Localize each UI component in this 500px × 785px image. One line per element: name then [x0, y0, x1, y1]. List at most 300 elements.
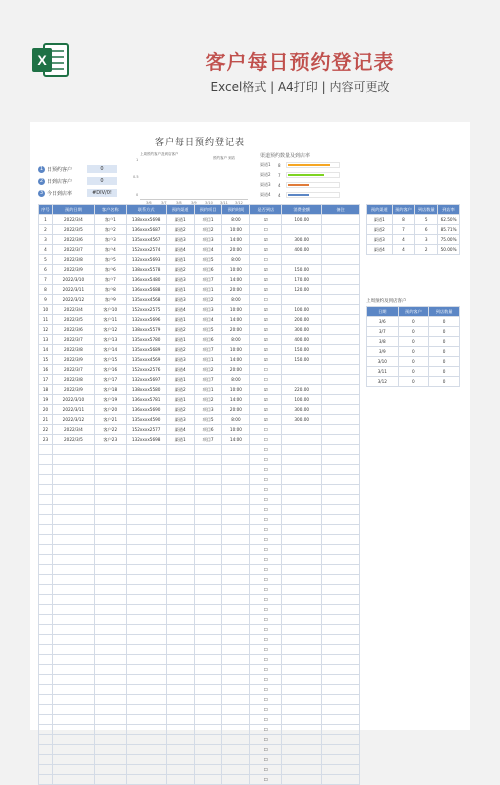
- weekly-summary-table: [366, 306, 460, 387]
- table-cell: 客户16: [94, 365, 126, 375]
- table-cell: [39, 655, 53, 665]
- table-row: [39, 735, 360, 745]
- table-row: [39, 485, 360, 495]
- table-cell: [126, 625, 166, 635]
- table-cell: [52, 535, 94, 545]
- bar-category-label: 渠道4: [260, 192, 271, 197]
- table-cell: 136xxxx5781: [126, 395, 166, 405]
- table-cell: 20:00: [222, 245, 250, 255]
- table-cell: [39, 735, 53, 745]
- table-row: [39, 775, 360, 785]
- table-cell: [126, 725, 166, 735]
- table-cell: 23: [39, 435, 53, 445]
- table-cell: 9: [39, 295, 53, 305]
- x-axis-line: [140, 199, 248, 200]
- table-cell: [194, 545, 222, 555]
- table-cell: 0: [429, 327, 460, 337]
- table-row: [39, 615, 360, 625]
- table-cell: [39, 675, 53, 685]
- bar-row: [260, 192, 340, 198]
- arrival-checkbox[interactable]: ☐: [250, 225, 282, 235]
- table-cell: [39, 485, 53, 495]
- table-cell: [322, 245, 360, 255]
- table-cell: [52, 505, 94, 515]
- table-cell: 客户20: [94, 405, 126, 415]
- table-cell: 136xxxx5688: [126, 285, 166, 295]
- table-cell: 项目2: [194, 295, 222, 305]
- table-cell: [322, 405, 360, 415]
- arrival-checkbox[interactable]: ☑: [250, 275, 282, 285]
- arrival-checkbox[interactable]: ☐: [250, 445, 282, 455]
- table-cell: 152xxxx2576: [126, 365, 166, 375]
- table-cell: [322, 265, 360, 275]
- bar-mark: [288, 174, 324, 176]
- table-cell: [39, 705, 53, 715]
- table-cell: 152xxxx2577: [126, 425, 166, 435]
- arrival-checkbox[interactable]: ☐: [250, 685, 282, 695]
- table-cell: [52, 555, 94, 565]
- table-cell: [94, 485, 126, 495]
- arrival-checkbox[interactable]: ☑: [250, 395, 282, 405]
- table-cell: 14:00: [222, 435, 250, 445]
- table-cell: [282, 755, 322, 765]
- table-cell: 渠道4: [166, 425, 194, 435]
- arrival-checkbox[interactable]: ☐: [250, 375, 282, 385]
- table-cell: [282, 545, 322, 555]
- arrival-checkbox[interactable]: ☐: [250, 365, 282, 375]
- weekly-table-caption: 上周预约及到店客户: [366, 299, 407, 304]
- table-cell: [94, 715, 126, 725]
- table-cell: [194, 605, 222, 615]
- table-cell: [282, 255, 322, 265]
- arrival-checkbox[interactable]: ☑: [250, 245, 282, 255]
- table-cell: 项目7: [194, 375, 222, 385]
- bar-value-label: 8: [278, 162, 281, 168]
- table-cell: 132xxxx5696: [126, 315, 166, 325]
- arrival-checkbox[interactable]: ☐: [250, 295, 282, 305]
- table-cell: 12: [39, 325, 53, 335]
- table-cell: [282, 585, 322, 595]
- table-cell: [282, 615, 322, 625]
- table-cell: [282, 465, 322, 475]
- arrival-checkbox[interactable]: ☐: [250, 675, 282, 685]
- kpi-label: 日预约客户: [47, 166, 73, 173]
- table-cell: [322, 645, 360, 655]
- table-cell: [126, 735, 166, 745]
- arrival-checkbox[interactable]: ☐: [250, 665, 282, 675]
- table-cell: [39, 615, 53, 625]
- arrival-checkbox[interactable]: ☐: [250, 485, 282, 495]
- arrival-checkbox[interactable]: ☐: [250, 465, 282, 475]
- arrival-checkbox[interactable]: ☑: [250, 405, 282, 415]
- table-cell: [282, 765, 322, 775]
- arrival-checkbox[interactable]: ☑: [250, 325, 282, 335]
- table-row: [39, 325, 360, 335]
- table-cell: 4: [39, 245, 53, 255]
- table-cell: [94, 735, 126, 745]
- table-cell: 渠道1: [367, 215, 393, 225]
- table-cell: 项目7: [194, 275, 222, 285]
- arrival-checkbox[interactable]: ☐: [250, 615, 282, 625]
- table-cell: [322, 455, 360, 465]
- table-cell: [166, 515, 194, 525]
- table-cell: [52, 445, 94, 455]
- table-cell: [166, 755, 194, 765]
- chart-title: 渠道预约数量及到店率: [260, 153, 311, 159]
- arrival-checkbox[interactable]: ☐: [250, 525, 282, 535]
- table-cell: [94, 755, 126, 765]
- arrival-checkbox[interactable]: ☐: [250, 495, 282, 505]
- table-cell: [282, 505, 322, 515]
- arrival-checkbox[interactable]: ☐: [250, 635, 282, 645]
- table-cell: 客户4: [94, 245, 126, 255]
- arrival-checkbox[interactable]: ☑: [250, 305, 282, 315]
- x-tick-label: 3/6: [146, 201, 152, 205]
- table-cell: 项目6: [194, 425, 222, 435]
- table-cell: [322, 325, 360, 335]
- arrival-checkbox[interactable]: ☑: [250, 285, 282, 295]
- table-cell: [322, 415, 360, 425]
- table-cell: 170.00: [282, 275, 322, 285]
- table-cell: 132xxxx5693: [126, 255, 166, 265]
- table-cell: [94, 695, 126, 705]
- arrival-checkbox[interactable]: ☐: [250, 575, 282, 585]
- table-cell: 138xxxx5580: [126, 385, 166, 395]
- table-cell: [222, 765, 250, 775]
- table-cell: [52, 595, 94, 605]
- weekly-line-chart: [128, 150, 248, 206]
- table-cell: [282, 655, 322, 665]
- table-cell: [166, 565, 194, 575]
- table-cell: 8: [39, 285, 53, 295]
- table-cell: [39, 775, 53, 785]
- table-cell: [52, 485, 94, 495]
- table-cell: [52, 695, 94, 705]
- table-cell: [194, 635, 222, 645]
- arrival-checkbox[interactable]: ☐: [250, 255, 282, 265]
- arrival-checkbox[interactable]: ☑: [250, 315, 282, 325]
- table-cell: [322, 615, 360, 625]
- table-cell: [222, 505, 250, 515]
- bar-value-label: 7: [278, 172, 281, 178]
- table-cell: [39, 575, 53, 585]
- table-cell: [166, 555, 194, 565]
- arrival-checkbox[interactable]: ☑: [250, 335, 282, 345]
- table-row: [367, 377, 460, 387]
- table-cell: [194, 665, 222, 675]
- arrival-checkbox[interactable]: ☑: [250, 415, 282, 425]
- table-cell: 20:00: [222, 325, 250, 335]
- table-cell: 渠道2: [367, 225, 393, 235]
- table-cell: [166, 615, 194, 625]
- arrival-checkbox[interactable]: ☐: [250, 755, 282, 765]
- table-cell: 渠道2: [166, 225, 194, 235]
- table-cell: [52, 755, 94, 765]
- kpi-value: #DIV/0!: [87, 189, 117, 197]
- table-row: [39, 705, 360, 715]
- arrival-checkbox[interactable]: ☐: [250, 555, 282, 565]
- table-cell: 项目3: [194, 305, 222, 315]
- table-cell: 8: [392, 215, 415, 225]
- table-cell: [52, 615, 94, 625]
- table-cell: 14: [39, 345, 53, 355]
- table-cell: [39, 455, 53, 465]
- table-cell: 85.71%: [438, 225, 460, 235]
- table-cell: [94, 625, 126, 635]
- table-cell: [166, 735, 194, 745]
- arrival-checkbox[interactable]: ☐: [250, 605, 282, 615]
- table-cell: [322, 585, 360, 595]
- table-cell: 渠道1: [166, 335, 194, 345]
- arrival-checkbox[interactable]: ☐: [250, 595, 282, 605]
- table-cell: [222, 595, 250, 605]
- table-cell: [282, 735, 322, 745]
- table-cell: 138xxxx5698: [126, 215, 166, 225]
- table-cell: [322, 535, 360, 545]
- table-row: [39, 315, 360, 325]
- table-cell: [52, 575, 94, 585]
- table-cell: [166, 675, 194, 685]
- table-cell: 120.00: [282, 285, 322, 295]
- table-cell: [322, 675, 360, 685]
- table-cell: [322, 655, 360, 665]
- arrival-checkbox[interactable]: ☐: [250, 695, 282, 705]
- table-cell: [166, 475, 194, 485]
- table-cell: [282, 645, 322, 655]
- kpi-arrival-rate: [38, 188, 117, 198]
- table-cell: [39, 725, 53, 735]
- table-cell: [194, 595, 222, 605]
- table-cell: 6: [39, 265, 53, 275]
- table-cell: [222, 585, 250, 595]
- column-header: 是否到店: [250, 205, 282, 215]
- table-cell: 渠道3: [166, 415, 194, 425]
- table-cell: [94, 655, 126, 665]
- column-header: 到店率: [438, 205, 460, 215]
- table-cell: [126, 585, 166, 595]
- arrival-checkbox[interactable]: ☑: [250, 385, 282, 395]
- table-cell: 300.00: [282, 235, 322, 245]
- table-cell: 20:00: [222, 365, 250, 375]
- table-cell: 2022/3/4: [52, 215, 94, 225]
- table-row: [39, 695, 360, 705]
- bar-category-label: 渠道1: [260, 162, 271, 167]
- x-tick-label: 3/7: [161, 201, 167, 205]
- table-cell: 3/11: [367, 367, 399, 377]
- y-tick-label: 0: [136, 193, 139, 197]
- table-cell: [194, 775, 222, 785]
- table-cell: [322, 525, 360, 535]
- table-cell: [282, 565, 322, 575]
- table-cell: 18: [39, 385, 53, 395]
- table-cell: [282, 535, 322, 545]
- table-cell: [39, 565, 53, 575]
- arrival-checkbox[interactable]: ☐: [250, 625, 282, 635]
- column-header: 日期: [367, 307, 399, 317]
- table-cell: [282, 685, 322, 695]
- table-row: [367, 317, 460, 327]
- arrival-checkbox[interactable]: ☐: [250, 645, 282, 655]
- bar-track: [286, 192, 340, 198]
- arrival-checkbox[interactable]: ☐: [250, 475, 282, 485]
- table-cell: 0: [398, 367, 429, 377]
- table-cell: 136xxxx5687: [126, 225, 166, 235]
- table-cell: [126, 475, 166, 485]
- table-cell: [322, 475, 360, 485]
- table-cell: [52, 515, 94, 525]
- table-cell: [126, 675, 166, 685]
- svg-text:X: X: [37, 52, 47, 68]
- table-cell: [282, 375, 322, 385]
- table-cell: [194, 535, 222, 545]
- table-cell: [222, 445, 250, 455]
- table-cell: [94, 685, 126, 695]
- table-cell: 客户19: [94, 395, 126, 405]
- table-cell: 8:00: [222, 295, 250, 305]
- table-cell: 2022/3/8: [52, 255, 94, 265]
- arrival-checkbox[interactable]: ☐: [250, 655, 282, 665]
- table-cell: [322, 765, 360, 775]
- table-cell: 渠道3: [166, 295, 194, 305]
- table-cell: 17: [39, 375, 53, 385]
- table-cell: 2022/3/5: [52, 315, 94, 325]
- arrival-checkbox[interactable]: ☐: [250, 765, 282, 775]
- table-row: [39, 235, 360, 245]
- table-cell: [322, 635, 360, 645]
- table-cell: 渠道2: [166, 345, 194, 355]
- table-cell: [166, 665, 194, 675]
- table-cell: [126, 465, 166, 475]
- table-cell: 75.00%: [438, 235, 460, 245]
- table-cell: 渠道3: [166, 235, 194, 245]
- table-row: [39, 725, 360, 735]
- table-cell: [282, 455, 322, 465]
- table-cell: 10:00: [222, 425, 250, 435]
- table-cell: 0: [429, 357, 460, 367]
- arrival-checkbox[interactable]: ☐: [250, 565, 282, 575]
- table-cell: [126, 685, 166, 695]
- table-cell: [194, 585, 222, 595]
- table-cell: 项目5: [194, 255, 222, 265]
- table-cell: [194, 615, 222, 625]
- arrival-checkbox[interactable]: ☐: [250, 455, 282, 465]
- table-cell: [126, 595, 166, 605]
- table-cell: [194, 475, 222, 485]
- table-cell: 135xxxx4569: [126, 355, 166, 365]
- table-cell: [52, 685, 94, 695]
- table-row: [39, 665, 360, 675]
- table-cell: 19: [39, 395, 53, 405]
- table-cell: [322, 505, 360, 515]
- table-cell: 21: [39, 415, 53, 425]
- bar-mark: [288, 164, 330, 166]
- table-row: [39, 475, 360, 485]
- table-row: [39, 555, 360, 565]
- table-row: [39, 455, 360, 465]
- table-cell: [166, 545, 194, 555]
- table-cell: 客户9: [94, 295, 126, 305]
- x-tick-label: 3/8: [176, 201, 182, 205]
- arrival-checkbox[interactable]: ☐: [250, 425, 282, 435]
- table-cell: [166, 595, 194, 605]
- arrival-checkbox[interactable]: ☑: [250, 345, 282, 355]
- table-cell: [166, 465, 194, 475]
- table-cell: [282, 295, 322, 305]
- table-cell: [222, 725, 250, 735]
- table-cell: 150.00: [282, 265, 322, 275]
- table-cell: 2022/3/5: [52, 435, 94, 445]
- table-cell: [52, 725, 94, 735]
- arrival-checkbox[interactable]: ☑: [250, 215, 282, 225]
- table-cell: [52, 625, 94, 635]
- table-cell: [166, 495, 194, 505]
- table-cell: 渠道1: [166, 285, 194, 295]
- table-cell: [322, 235, 360, 245]
- arrival-checkbox[interactable]: ☐: [250, 775, 282, 785]
- table-cell: 项目1: [194, 215, 222, 225]
- arrival-checkbox[interactable]: ☐: [250, 515, 282, 525]
- table-cell: [166, 485, 194, 495]
- table-cell: 渠道1: [166, 435, 194, 445]
- table-cell: 8:00: [222, 335, 250, 345]
- table-cell: [222, 615, 250, 625]
- arrival-checkbox[interactable]: ☐: [250, 705, 282, 715]
- arrival-checkbox[interactable]: ☐: [250, 535, 282, 545]
- arrival-checkbox[interactable]: ☐: [250, 545, 282, 555]
- arrival-checkbox[interactable]: ☐: [250, 715, 282, 725]
- table-cell: [39, 545, 53, 555]
- table-cell: [194, 455, 222, 465]
- arrival-checkbox[interactable]: ☐: [250, 745, 282, 755]
- arrival-checkbox[interactable]: ☐: [250, 505, 282, 515]
- table-cell: [194, 755, 222, 765]
- table-cell: [94, 475, 126, 485]
- table-cell: [282, 485, 322, 495]
- arrival-checkbox[interactable]: ☐: [250, 585, 282, 595]
- table-cell: 136xxxx5480: [126, 275, 166, 285]
- table-row: [39, 525, 360, 535]
- table-cell: [194, 505, 222, 515]
- table-cell: 2022/3/12: [52, 415, 94, 425]
- arrival-checkbox[interactable]: ☑: [250, 265, 282, 275]
- arrival-checkbox[interactable]: ☐: [250, 435, 282, 445]
- table-cell: [222, 625, 250, 635]
- arrival-checkbox[interactable]: ☐: [250, 735, 282, 745]
- arrival-checkbox[interactable]: ☐: [250, 725, 282, 735]
- table-row: [39, 285, 360, 295]
- table-row: [39, 215, 360, 225]
- table-cell: [322, 595, 360, 605]
- table-row: [39, 255, 360, 265]
- kpi-daily-arrived: [38, 176, 117, 186]
- table-cell: [322, 275, 360, 285]
- table-cell: [322, 775, 360, 785]
- table-cell: [39, 595, 53, 605]
- table-cell: 渠道3: [166, 355, 194, 365]
- table-cell: 客户10: [94, 305, 126, 315]
- table-cell: 135xxxx4590: [126, 415, 166, 425]
- arrival-checkbox[interactable]: ☑: [250, 355, 282, 365]
- table-cell: [126, 535, 166, 545]
- arrival-checkbox[interactable]: ☑: [250, 235, 282, 245]
- table-cell: [322, 705, 360, 715]
- table-cell: [52, 645, 94, 655]
- table-row: [39, 435, 360, 445]
- table-cell: [94, 505, 126, 515]
- table-cell: 项目1: [194, 355, 222, 365]
- table-cell: 客户2: [94, 225, 126, 235]
- table-cell: 渠道2: [166, 405, 194, 415]
